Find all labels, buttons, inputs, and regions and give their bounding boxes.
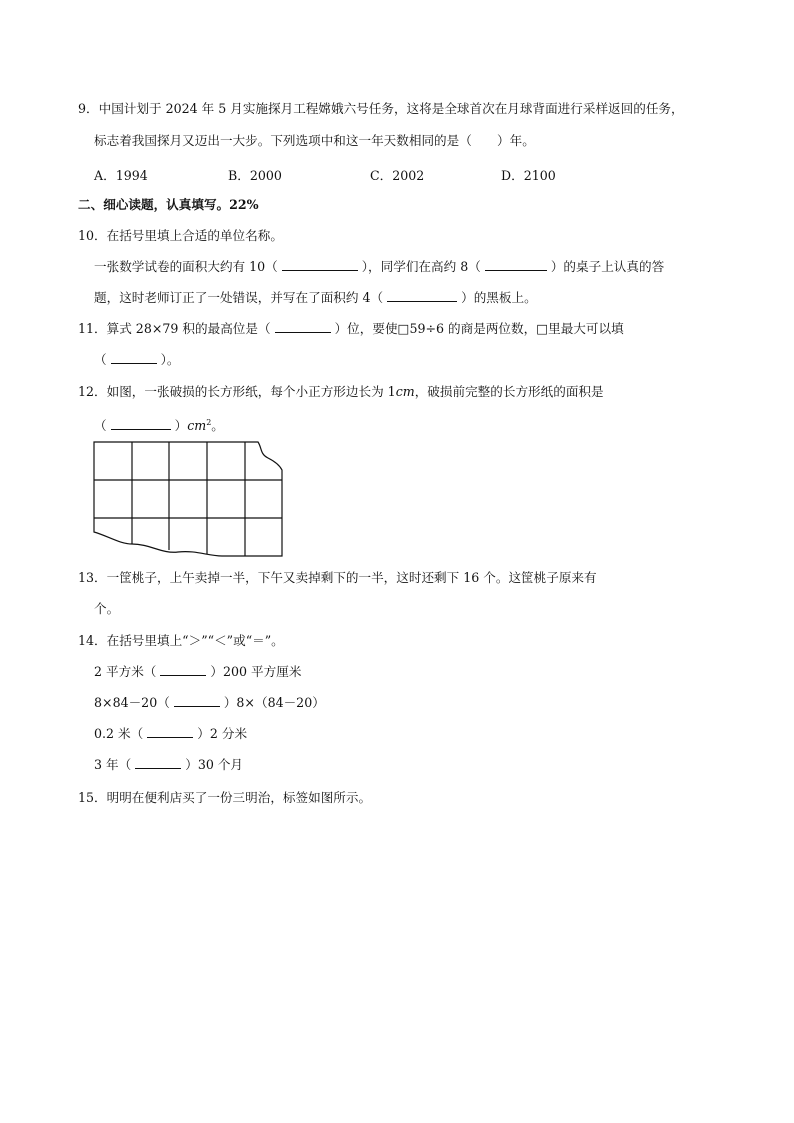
q9-option-b[interactable]: B．2000 (228, 168, 282, 183)
q14-item-3 (94, 726, 247, 742)
q11-text-c: （ (94, 352, 107, 367)
q11-line2 (94, 352, 179, 368)
q12-text-e: 。 (211, 418, 224, 434)
q10-text-d: 题，这时老师订正了一处错误，并写在了面积约 4（ (94, 290, 384, 305)
q12-line2 (94, 415, 224, 434)
q9-option-a[interactable]: A．1994 (94, 168, 148, 183)
q14-item-1-left: 2 平方米（ (94, 664, 157, 679)
q12-unit-2: cm (187, 418, 207, 434)
torn-grid-figure (92, 440, 287, 560)
q11-text-d: ）。 (160, 352, 180, 367)
q11-blank-2[interactable] (111, 352, 157, 364)
q12-unit-1: cm (395, 384, 415, 399)
q10-blank-2[interactable] (485, 259, 547, 271)
q13-line1: 13．一筐桃子，上午卖掉一半，下午又卖掉剩下的一半，这时还剩下 16 个。这筐桃子原来有 (78, 570, 597, 585)
q14-item-2 (94, 695, 325, 711)
q14-item-1 (94, 664, 301, 680)
q12-text-a: 12．如图，一张破损的长方形纸，每个小正方形边长为 1 (78, 384, 396, 399)
q14-item-2-left: 8×84－20（ (94, 695, 170, 710)
q14-blank-1[interactable] (160, 664, 206, 676)
q15-line1: 15．明明在便利店买了一份三明治，标签如图所示。 (78, 790, 372, 805)
q14-title: 14．在括号里填上“＞”“＜”或“＝”。 (78, 633, 284, 648)
q12-blank[interactable] (111, 418, 171, 430)
q14-item-4-left: 3 年（ (94, 757, 132, 772)
q10-line2 (94, 259, 664, 275)
q10-blank-1[interactable] (282, 259, 358, 271)
q10-text-c: ）的桌子上认真的答 (550, 259, 665, 274)
q10-text-a: 一张数学试卷的面积大约有 10（ (94, 259, 278, 274)
q9-line2: 标志着我国探月又迈出一大步。下列选项中和这一年天数相同的是（ ）年。 (94, 133, 535, 148)
q12-line1 (78, 384, 604, 400)
section-2-title: 二、细心读题，认真填写。22% (78, 197, 259, 212)
q14-item-1-right: ）200 平方厘米 (210, 664, 302, 679)
q9-option-c[interactable]: C．2002 (370, 168, 425, 183)
q10-text-b: ），同学们在高约 8（ (361, 259, 481, 274)
q14-item-3-left: 0.2 米（ (94, 726, 144, 741)
q12-text-d: ） (174, 418, 188, 434)
q10-text-e: ）的黑板上。 (461, 290, 537, 305)
q14-item-4 (94, 757, 243, 773)
q12-text-c: （ (94, 418, 107, 434)
q11-blank-1[interactable] (275, 321, 331, 333)
q13-line2: 个。 (94, 601, 120, 616)
q14-item-4-right: ）30 个月 (185, 757, 244, 772)
grid-outline (94, 442, 282, 556)
q10-line3 (94, 290, 537, 306)
q14-item-2-right: ）8×（84－20） (223, 695, 325, 710)
q11-line1 (78, 321, 624, 337)
q14-blank-2[interactable] (174, 695, 220, 707)
q14-blank-3[interactable] (147, 726, 193, 738)
q11-text-b: ）位，要使□59÷6 的商是两位数，□里最大可以填 (334, 321, 624, 336)
q12-unit-sup: 2 (206, 418, 212, 427)
q11-text-a: 11．算式 28×79 积的最高位是（ (78, 321, 271, 336)
q12-text-b: ，破损前完整的长方形纸的面积是 (414, 384, 604, 399)
q9-option-d[interactable]: D．2100 (501, 168, 556, 183)
q10-blank-3[interactable] (387, 290, 457, 302)
q14-item-3-right: ）2 分米 (197, 726, 248, 741)
q14-blank-4[interactable] (135, 757, 181, 769)
q10-line1: 10．在括号里填上合适的单位名称。 (78, 228, 283, 243)
q9-line1: 9．中国计划于 2024 年 5 月实施探月工程嫦娥六号任务，这将是全球首次在月球背面进行采样返回的任务， (78, 101, 684, 116)
